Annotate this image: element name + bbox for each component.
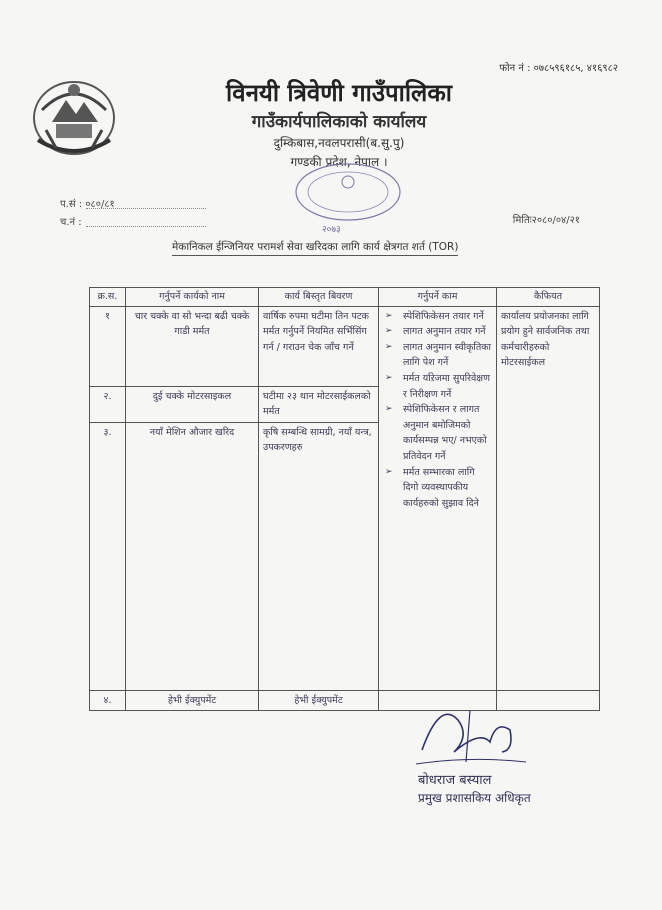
cell-sn: ४. — [90, 690, 126, 711]
phone-number: फोन नं : ०७८५९६१८५, ४१६९८२ — [499, 63, 618, 74]
col-header-remarks: कैफियत — [497, 288, 600, 307]
remarks-text: कार्यालय प्रयोजनका लागि प्रयोग हुने सार्वजनिक तथा कर्मचारीहरुको मोटरसाईकल — [501, 310, 590, 369]
dispatch-number: च.नं : — [60, 217, 82, 228]
cell-works — [379, 306, 497, 690]
cell-detail: घटीमा २३ थान मोटरसाईकलको मर्मत — [259, 386, 379, 422]
cell-task-name: नयाँ मेशिन औजार खरिद — [126, 422, 259, 690]
signatory-title: प्रमुख प्रशासकिय अधिकृत — [418, 791, 531, 805]
work-item: ➢ मर्मत र्याऱेजमा सुपरिवेक्षण र निरीक्षण गर्ने — [383, 371, 492, 402]
office-province: गण्डकी प्रदेश, नेपाल । — [290, 155, 388, 169]
cell-sn: ३. — [90, 422, 126, 690]
table-header-row — [90, 288, 600, 307]
work-item: ➢ स्पेशिफिकेसन तयार गर्ने — [383, 309, 492, 325]
cell-sn: १ — [90, 306, 126, 386]
dispatch-number-line — [86, 226, 206, 227]
letter-number: प.सं : ०८०/८१ — [60, 199, 115, 210]
cell-remarks — [497, 306, 600, 690]
cell-detail: वार्षिक रुपमा घटीमा तिन पटक मर्मत गर्नुपर्ने नियमित सर्भिसिंग गर्न / गराउन चेक जाँच गर्ने — [259, 306, 379, 386]
letter-number-line — [86, 208, 206, 209]
signatory-name: बोधराज बस्याल — [418, 773, 492, 788]
col-header-task-name: गर्नुपर्ने कार्यको नाम — [126, 288, 259, 307]
cell-detail: हेभी ईक्युपमेंट — [259, 690, 379, 711]
cell-task-name: हेभी ईक्युपमेंट — [126, 690, 259, 711]
table-row — [90, 306, 600, 386]
cell-sn: २. — [90, 386, 126, 422]
cell-detail: कृषि सम्बन्धि सामग्री, नयाँ यन्त्र, उपकरणहरु — [259, 422, 379, 690]
col-header-detail: कार्य बिस्तृत बिवरण — [259, 288, 379, 307]
stamp-year: २०७३ — [322, 225, 341, 235]
work-item: ➢ स्पेशिफिकेसन र लागत अनुमान बमोजिमको कार्यसम्पन्न भए/ नभएको प्रतिवेदन गर्ने — [383, 402, 492, 464]
signature-icon — [410, 690, 530, 770]
cell-task-name: दुई चक्के मोटरसाइकल — [126, 386, 259, 422]
document-heading: मेकानिकल ईन्जिनियर परामर्श सेवा खरिदका लागि कार्य क्षेत्रगत शर्त (TOR) — [172, 240, 458, 256]
office-name: विनयी त्रिवेणी गाउँपालिका — [226, 79, 452, 107]
col-header-works: गर्नुपर्ने काम — [379, 288, 497, 307]
work-item: ➢ लागत अनुमान स्वीकृतिका लागि पेश गर्ने — [383, 340, 492, 371]
col-header-sn: क्र.स. — [90, 288, 126, 307]
tor-table — [89, 287, 600, 711]
letter-date: मितिः२०८०/०४/२१ — [512, 215, 580, 226]
cell-task-name: चार चक्के वा सो भन्दा बढी चक्के गाडी मर्मत — [126, 306, 259, 386]
office-subtitle: गाउँकार्यपालिकाको कार्यालय — [251, 112, 427, 132]
work-item: ➢ लागत अनुमान तयार गर्ने — [383, 324, 492, 340]
office-address: दुम्किबास,नवलपरासी(ब.सु.पु) — [273, 136, 405, 150]
work-item: ➢ मर्मत सम्भारका लागि दिगो व्यवस्थापकीय कार्यहरुको सुझाव दिने — [383, 465, 492, 512]
office-stamp-icon — [292, 160, 404, 224]
